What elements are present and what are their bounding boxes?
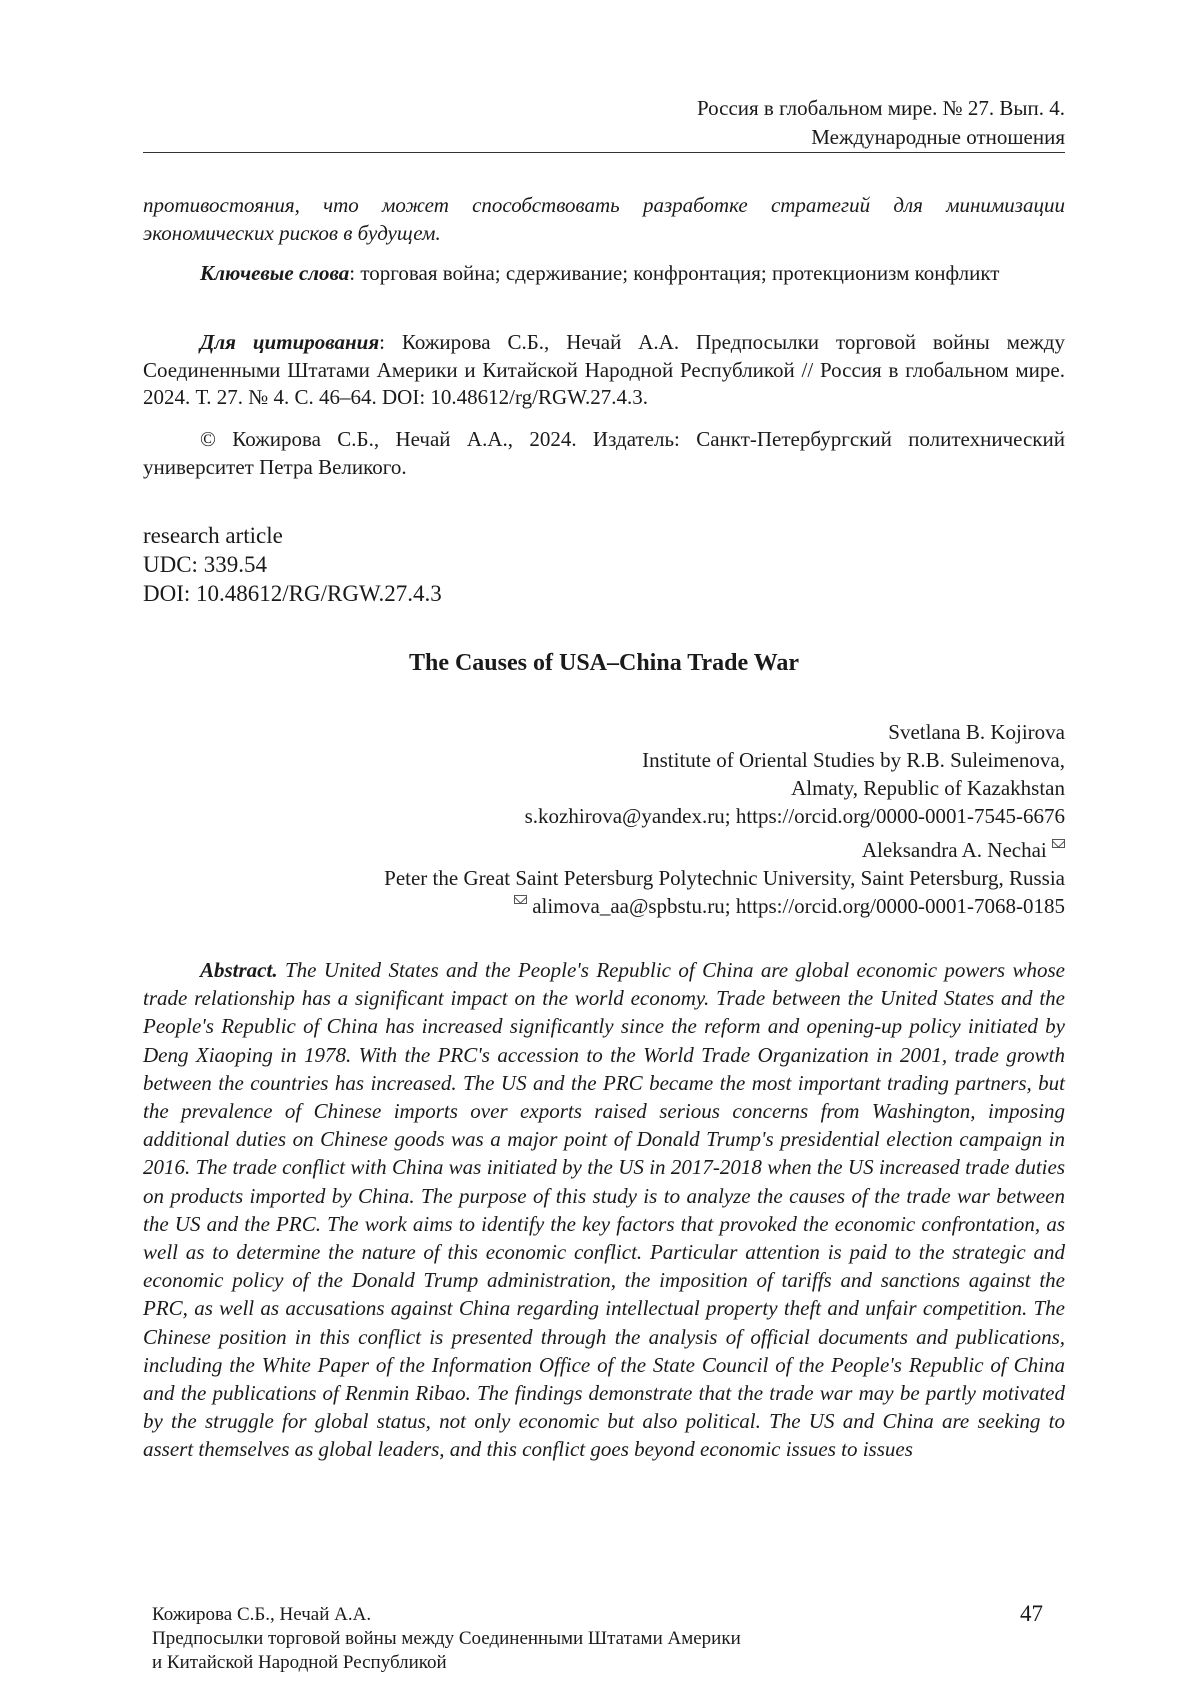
header-journal-issue: Россия в глобальном мире. № 27. Вып. 4. xyxy=(696,96,1065,120)
abstract-en xyxy=(143,956,1065,1464)
copyright-ru: © Кожирова С.Б., Нечай А.А., 2024. Издатель: Санкт-Петербургский политехнический университет Петра Великого. xyxy=(143,427,1065,479)
abstract-ru-tail: противостояния, что может способствовать разработке стратегий для минимизации экономических рисков в будущем. xyxy=(143,193,1065,245)
footer-title-line: Предпосылки торговой войны между Соединенными Штатами Америки xyxy=(152,1628,741,1649)
author-affiliation: Almaty, Republic of Kazakhstan xyxy=(791,776,1065,800)
citation-ru xyxy=(143,329,1065,412)
article-udc: UDC: 339.54 xyxy=(143,552,267,577)
envelope-icon xyxy=(514,895,527,904)
author-name-row xyxy=(143,836,1065,864)
author-name: Svetlana B. Kojirova xyxy=(888,720,1065,744)
header-rule xyxy=(143,152,1065,153)
article-meta xyxy=(143,521,442,608)
abstract-label: Abstract. xyxy=(200,958,278,982)
article-doi: DOI: 10.48612/RG/RGW.27.4.3 xyxy=(143,581,442,606)
keywords-label: Ключевые слова xyxy=(200,261,350,285)
author-block xyxy=(143,718,1065,920)
envelope-icon xyxy=(1052,839,1065,848)
author-contact-row xyxy=(143,892,1065,920)
author-contact: s.kozhirova@yandex.ru; https://orcid.org/0000-0001-7545-6676 xyxy=(524,804,1065,828)
header-section: Международные отношения xyxy=(811,125,1065,149)
running-footer xyxy=(152,1603,741,1675)
author-affiliation: Institute of Oriental Studies by R.B. Suleimenova, xyxy=(642,748,1065,772)
page-number: 47 xyxy=(1020,1601,1043,1626)
citation-label: Для цитирования xyxy=(200,330,380,354)
keywords-text: : торговая война; сдерживание; конфронтация; протекционизм конфликт xyxy=(349,261,1000,285)
author-contact: alimova_aa@spbstu.ru; https://orcid.org/0000-0001-7068-0185 xyxy=(532,894,1065,918)
footer-title-line: и Китайской Народной Республикой xyxy=(152,1652,447,1673)
running-header xyxy=(143,94,1065,152)
author-affiliation: Peter the Great Saint Petersburg Polytechnic University, Saint Petersburg, Russia xyxy=(384,866,1065,890)
article-type: research article xyxy=(143,523,283,548)
citation-text: : Кожирова С.Б., Нечай А.А. Предпосылки торговой войны между Соединенными Штатами Америки и Китайской Народной Республикой // Россия в глобальном мире. 2024. Т. 27. № 4. С. 46–64. DOI: 10.48612/rg/RGW.27.4.3. xyxy=(143,330,1065,409)
abstract-text: The United States and the People's Republic of China are global economic powers whose trade relationship has a significant impact on the world economy. Trade between the United States and the People's Republic of China has increased significantly since the reform and opening-up policy initiated by Deng Xiaoping in 1978. With the PRC's accession to the World Trade Organization in 2001, trade growth between the countries has increased. The US and the PRC became the most important trading partners, but the prevalence of Chinese imports over exports raised serious concerns from Washington, imposing additional duties on Chinese goods was a major point of Donald Trump's presidential election campaign in 2016. The trade conflict with China was initiated by the US in 2017-2018 when the US increased trade duties on products imported by China. The purpose of this study is to analyze the causes of the trade war between the US and the PRC. The work aims to identify the key factors that provoked the economic confrontation, as well as to determine the nature of this economic conflict. Particular attention is paid to the strategic and economic policy of the Donald Trump administration, the imposition of tariffs and sanctions against the PRC, as well as accusations against China regarding intellectual property theft and unfair competition. The Chinese position in this conflict is presented through the analysis of official documents and publications, including the White Paper of the Information Office of the State Council of the People's Republic of China and the publications of Renmin Ribao. The findings demonstrate that the trade war may be partly motivated by the struggle for global status, not only economic but also political. The US and China are seeking to assert themselves as global leaders, and this conflict goes beyond economic issues to issues xyxy=(143,958,1065,1462)
article-title: The Causes of USA–China Trade War xyxy=(408,650,800,676)
footer-authors: Кожирова С.Б., Нечай А.А. xyxy=(152,1604,372,1625)
author-name: Aleksandra A. Nechai xyxy=(861,838,1047,862)
keywords-ru xyxy=(143,260,1065,288)
